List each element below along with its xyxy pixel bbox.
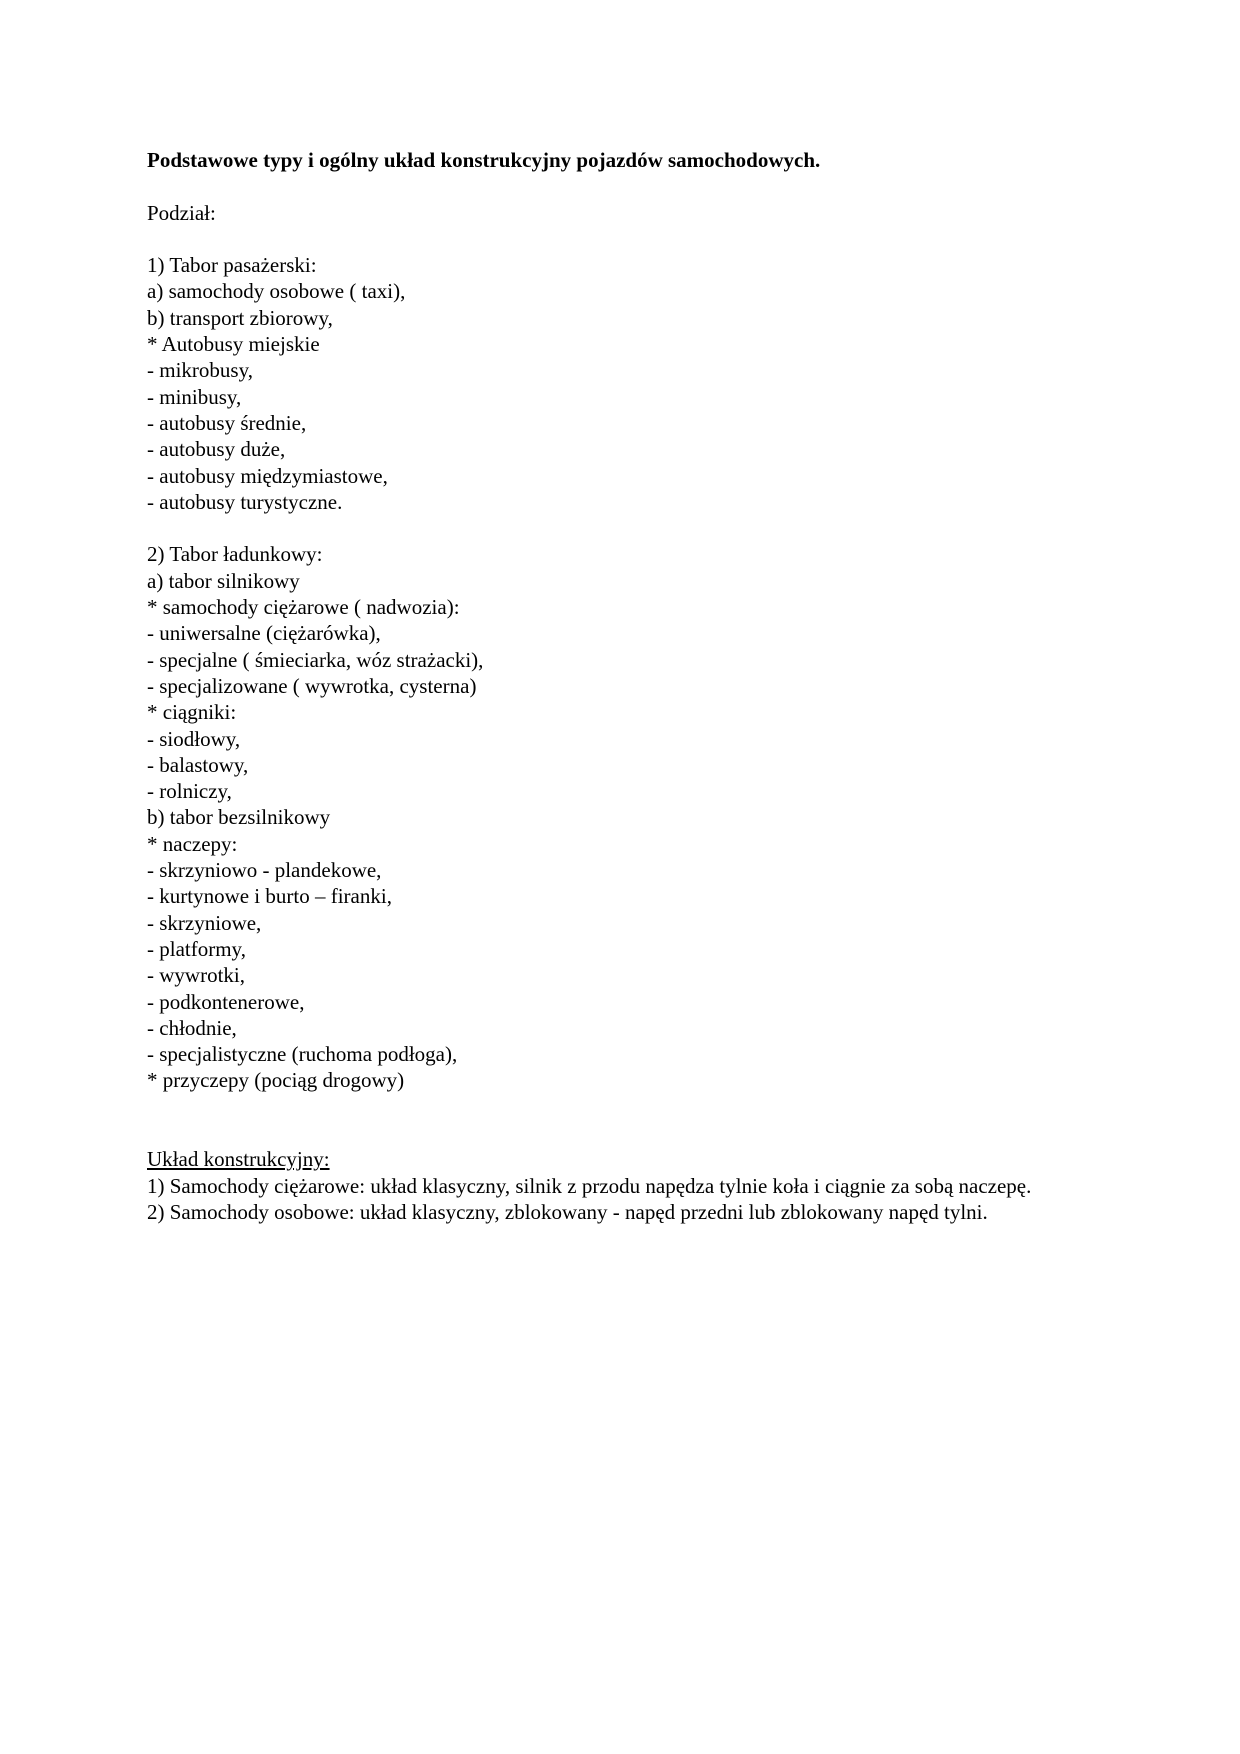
list-item: - minibusy, — [147, 384, 242, 409]
list-item: a) samochody osobowe ( taxi), — [147, 279, 406, 304]
list-item: b) tabor bezsilnikowy — [147, 805, 331, 830]
section-cargo-fleet — [147, 541, 1107, 1093]
list-item: - specjalizowane ( wywrotka, cysterna) — [147, 673, 477, 698]
section-heading: Układ konstrukcyjny: — [147, 1147, 330, 1172]
section-heading: 2) Tabor ładunkowy: — [147, 542, 323, 567]
list-item: - skrzyniowe, — [147, 910, 262, 935]
list-item: - uniwersalne (ciężarówka), — [147, 621, 381, 646]
list-item: - autobusy duże, — [147, 437, 286, 462]
list-item: * Autobusy miejskie — [147, 332, 320, 357]
list-item: - specjalne ( śmieciarka, wóz strażacki), — [147, 647, 484, 672]
construction-item-trucks: 1) Samochody ciężarowe: układ klasyczny, silnik z przodu napędza tylnie koła i ciągnie za sobą naczepę. — [147, 1173, 1032, 1198]
list-item: * samochody ciężarowe ( nadwozia): — [147, 595, 460, 620]
section-heading: 1) Tabor pasażerski: — [147, 253, 317, 278]
spacer — [147, 515, 1107, 541]
list-item: - siodłowy, — [147, 726, 241, 751]
list-item: - podkontenerowe, — [147, 989, 305, 1014]
list-item: - mikrobusy, — [147, 358, 253, 383]
list-item: - autobusy średnie, — [147, 410, 307, 435]
list-item: - skrzyniowo - plandekowe, — [147, 858, 382, 883]
list-item: - rolniczy, — [147, 779, 232, 804]
list-item: - balastowy, — [147, 752, 249, 777]
list-item: * naczepy: — [147, 831, 238, 856]
division-label: Podział: — [147, 200, 216, 225]
list-item: - platformy, — [147, 936, 246, 961]
document-body — [147, 147, 1107, 1225]
list-item: * ciągniki: — [147, 700, 237, 725]
spacer — [147, 1094, 1107, 1147]
section-construction-layout — [147, 1146, 1107, 1225]
document-title: Podstawowe typy i ogólny układ konstrukcyjny pojazdów samochodowych. — [147, 148, 821, 172]
spacer — [147, 226, 1107, 252]
list-item: - chłodnie, — [147, 1015, 237, 1040]
spacer — [147, 173, 1107, 199]
list-item: b) transport zbiorowy, — [147, 305, 333, 330]
list-item: - kurtynowe i burto – firanki, — [147, 884, 392, 909]
section-passenger-fleet — [147, 252, 1107, 515]
list-item: a) tabor silnikowy — [147, 568, 300, 593]
list-item: - autobusy międzymiastowe, — [147, 463, 388, 488]
list-item: - wywrotki, — [147, 963, 245, 988]
list-item: - autobusy turystyczne. — [147, 489, 343, 514]
list-item: - specjalistyczne (ruchoma podłoga), — [147, 1042, 458, 1067]
construction-item-cars: 2) Samochody osobowe: układ klasyczny, zblokowany - napęd przedni lub zblokowany napęd tylni. — [147, 1199, 988, 1224]
list-item: * przyczepy (pociąg drogowy) — [147, 1068, 405, 1093]
